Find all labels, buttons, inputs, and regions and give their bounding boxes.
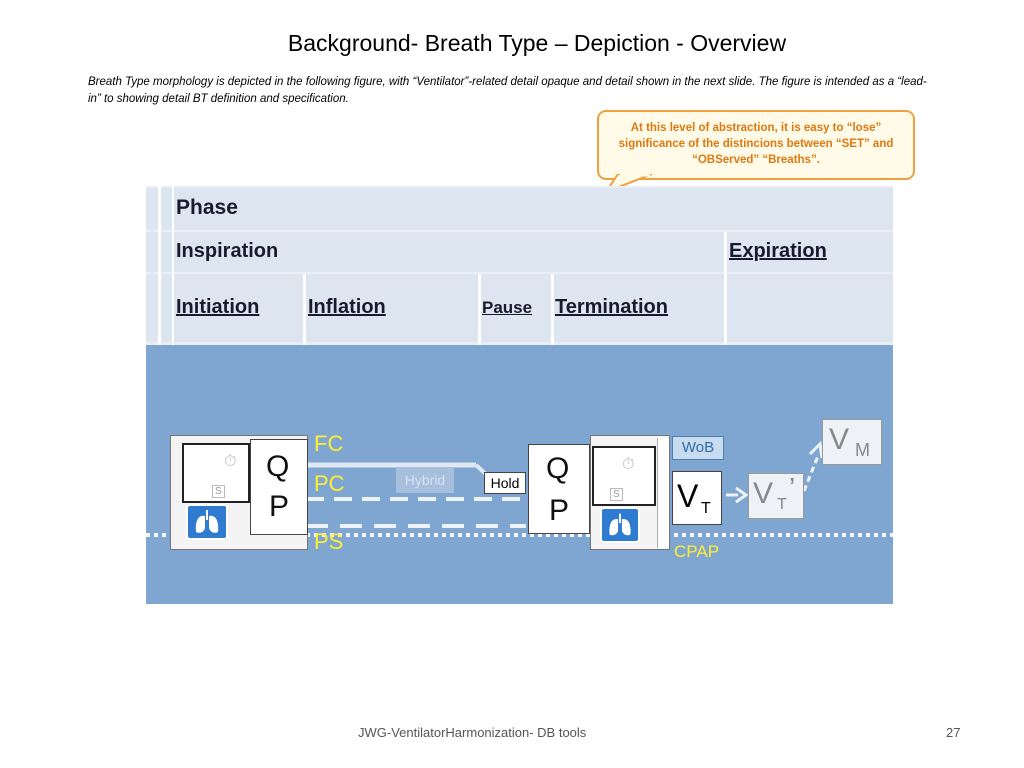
vt-box bbox=[672, 471, 722, 525]
vt-main: V bbox=[677, 478, 699, 514]
hybrid-label: Hybrid bbox=[396, 467, 454, 493]
wob-label: WoB bbox=[672, 436, 724, 460]
lungs-icon bbox=[600, 507, 640, 543]
page-number: 27 bbox=[946, 725, 961, 740]
right-edge-bar bbox=[657, 438, 669, 548]
vm-main: V bbox=[829, 423, 850, 456]
vt-prime-box bbox=[748, 473, 804, 519]
right-s-tag: S bbox=[610, 488, 623, 501]
right-q-label: Q bbox=[546, 452, 570, 485]
left-q-label: Q bbox=[266, 450, 290, 483]
fc-label: FC bbox=[314, 431, 344, 456]
inflation-label: Inflation bbox=[308, 296, 386, 318]
right-timer-box bbox=[592, 446, 656, 506]
termination-label: Termination bbox=[555, 296, 668, 318]
left-p-label: P bbox=[269, 490, 290, 523]
callout-text: At this level of abstraction, it is easy to “lose” significance of the distincions between “SET” and “OBServed” “Breaths”. bbox=[618, 122, 894, 166]
inspiration-label: Inspiration bbox=[176, 240, 279, 262]
cpap-label: CPAP bbox=[674, 542, 720, 561]
intro-text: Breath Type morphology is depicted in the following figure, with “Ventilator”-related detail opaque and detail shown in the next slide. The figure is intended as a “lead-in” to showing detail BT definition and specification. bbox=[88, 76, 927, 105]
initiation-label: Initiation bbox=[176, 296, 260, 318]
pause-label: Pause bbox=[482, 298, 533, 317]
right-p-label: P bbox=[549, 494, 570, 527]
lungs-icon bbox=[186, 504, 228, 540]
phase-label: Phase bbox=[176, 196, 238, 219]
left-timer-box bbox=[182, 443, 250, 503]
callout-bubble bbox=[597, 110, 915, 180]
timer-icon: ⏱ bbox=[224, 453, 237, 470]
vm-sub: M bbox=[855, 440, 870, 460]
hold-label: Hold bbox=[484, 472, 526, 494]
left-s-tag: S bbox=[212, 485, 225, 498]
pc-label: PC bbox=[314, 471, 345, 496]
timer-icon: ⏱ bbox=[622, 456, 635, 473]
expiration-label: Expiration bbox=[729, 240, 827, 262]
ps-label: PS bbox=[314, 529, 344, 554]
vm-box bbox=[822, 419, 882, 465]
vt-prime-sub: T bbox=[777, 496, 787, 513]
vt-prime-main: V bbox=[753, 477, 774, 510]
footer-text: JWG-VentilatorHarmonization- DB tools bbox=[358, 725, 587, 740]
vt-prime-mark: ’ bbox=[789, 472, 796, 503]
breath-type-diagram bbox=[146, 186, 893, 604]
vt-sub: T bbox=[701, 500, 711, 517]
slide-title: Background- Breath Type – Depiction - Overview bbox=[287, 30, 787, 56]
